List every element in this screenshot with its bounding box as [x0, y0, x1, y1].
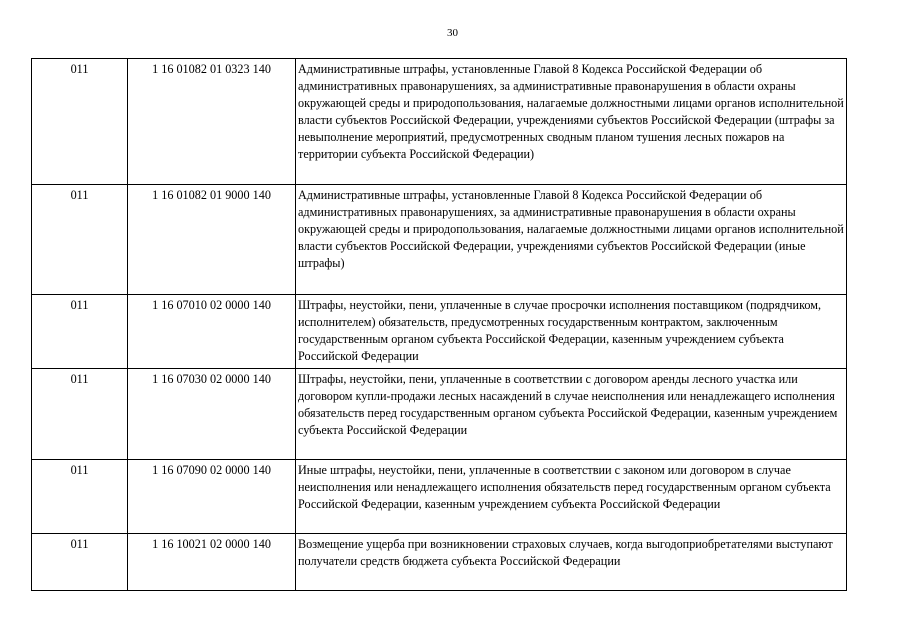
description-cell: Возмещение ущерба при возникновении страховых случаев, когда выгодоприобретателями выступают получатели средств бюджета субъекта Российской Федерации — [296, 534, 847, 591]
description-cell: Иные штрафы, неустойки, пени, уплаченные в соответствии с законом или договором в случае неисполнения или ненадлежащего исполнения обязательств перед государственным органом субъекта Российской Федерации, казенным учреждением субъекта Российской Федерации — [296, 460, 847, 534]
table-row — [32, 460, 847, 534]
page-number: 30 — [447, 27, 458, 39]
table-row — [32, 185, 847, 295]
kbk-code-cell: 1 16 07090 02 0000 140 — [128, 460, 296, 534]
admin-code-cell: 011 — [32, 59, 128, 185]
admin-code-cell: 011 — [32, 295, 128, 369]
description-cell: Административные штрафы, установленные Главой 8 Кодекса Российской Федерации об административных правонарушениях, за административные правонарушения в области охраны окружающей среды и природопользования, налагаемые должностными лицами органов исполнительной власти субъектов Российской Федерации, учреждениями субъектов Российской Федерации (иные штрафы) — [296, 185, 847, 295]
admin-code-cell: 011 — [32, 534, 128, 591]
admin-code-cell: 011 — [32, 369, 128, 460]
table-row — [32, 369, 847, 460]
table-row — [32, 59, 847, 185]
budget-codes-table — [31, 58, 847, 591]
admin-code-cell: 011 — [32, 185, 128, 295]
table-row — [32, 295, 847, 369]
description-cell: Штрафы, неустойки, пени, уплаченные в соответствии с договором аренды лесного участка или договором купли-продажи лесных насаждений в случае неисполнения или ненадлежащего исполнения обязательств перед государственным органом субъекта Российской Федерации, казенным учреждением субъекта Российской Федерации — [296, 369, 847, 460]
kbk-code-cell: 1 16 07030 02 0000 140 — [128, 369, 296, 460]
table-row — [32, 534, 847, 591]
admin-code-cell: 011 — [32, 460, 128, 534]
kbk-code-cell: 1 16 10021 02 0000 140 — [128, 534, 296, 591]
description-cell: Штрафы, неустойки, пени, уплаченные в случае просрочки исполнения поставщиком (подрядчиком, исполнителем) обязательств, предусмотренных государственным контрактом, заключенным государственным органом субъекта Российской Федерации, казенным учреждением субъекта Российской Федерации — [296, 295, 847, 369]
description-cell: Административные штрафы, установленные Главой 8 Кодекса Российской Федерации об административных правонарушениях, за административные правонарушения в области охраны окружающей среды и природопользования, налагаемые должностными лицами органов исполнительной власти субъектов Российской Федерации, учреждениями субъектов Российской Федерации (штрафы за невыполнение мероприятий, предусмотренных сводным планом тушения лесных пожаров на территории субъекта Российской Федерации) — [296, 59, 847, 185]
kbk-code-cell: 1 16 07010 02 0000 140 — [128, 295, 296, 369]
kbk-code-cell: 1 16 01082 01 0323 140 — [128, 59, 296, 185]
kbk-code-cell: 1 16 01082 01 9000 140 — [128, 185, 296, 295]
